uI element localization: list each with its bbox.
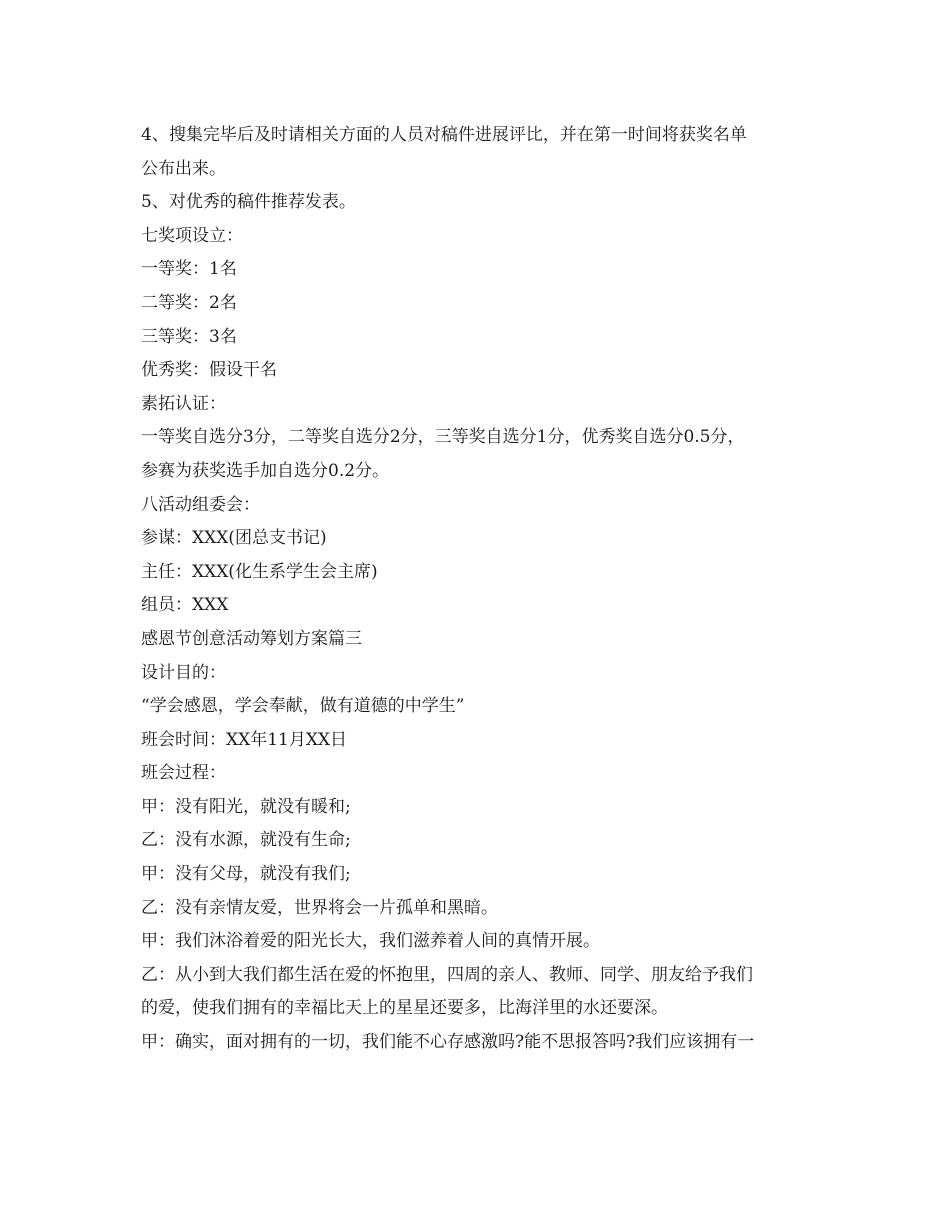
text-line: 参谋：XXX(团总支书记)	[141, 528, 327, 549]
dialogue-line: 甲：没有阳光，就没有暖和;	[141, 796, 351, 817]
text-line: 一等奖自选分3分，二等奖自选分2分，三等奖自选分1分，优秀奖自选分0.5分，	[141, 427, 745, 448]
dialogue-line: 的爱，使我们拥有的幸福比天上的星星还要多，比海洋里的水还要深。	[141, 998, 668, 1019]
text-line: 二等奖：2名	[141, 292, 237, 313]
text-line: 5、对优秀的稿件推荐发表。	[141, 192, 356, 213]
text-line: 公布出来。	[141, 158, 226, 179]
dialogue-line: 乙：从小到大我们都生活在爱的怀抱里，四周的亲人、教师、同学、朋友给予我们	[141, 964, 753, 985]
dialogue-line: 乙：没有水源，就没有生命;	[141, 830, 351, 851]
text-line: 优秀奖：假设干名	[141, 360, 277, 381]
dialogue-line: 甲：确实，面对拥有的一切，我们能不心存感激吗?能不思报答吗?我们应该拥有一	[141, 1032, 755, 1053]
text-line: 三等奖：3名	[141, 326, 237, 347]
text-line: 班会过程：	[141, 763, 226, 784]
section-title: 感恩节创意活动筹划方案篇三	[141, 628, 362, 649]
text-line: 设计目的：	[141, 662, 226, 683]
text-line: 主任：XXX(化生系学生会主席)	[141, 561, 378, 582]
section-heading: 七奖项设立：	[141, 225, 243, 246]
text-line: 参赛为获奖选手加自选分0.2分。	[141, 460, 390, 481]
text-line: 素拓认证：	[141, 393, 226, 414]
dialogue-line: 甲：我们沐浴着爱的阳光长大，我们滋养着人间的真情开展。	[141, 931, 600, 952]
section-heading: 八活动组委会：	[141, 494, 260, 515]
text-line: “学会感恩，学会奉献，做有道德的中学生”	[141, 696, 465, 717]
text-line: 组员：XXX	[141, 595, 229, 616]
text-line: 班会时间：XX年11月XX日	[141, 729, 348, 750]
dialogue-line: 乙：没有亲情友爱，世界将会一片孤单和黑暗。	[141, 897, 498, 918]
text-line: 4、搜集完毕后及时请相关方面的人员对稿件进展评比，并在第一时间将获奖名单	[141, 125, 747, 145]
text-line: 一等奖：1名	[141, 259, 237, 280]
document-body	[141, 119, 831, 1060]
dialogue-line: 甲：没有父母，就没有我们;	[141, 864, 351, 885]
